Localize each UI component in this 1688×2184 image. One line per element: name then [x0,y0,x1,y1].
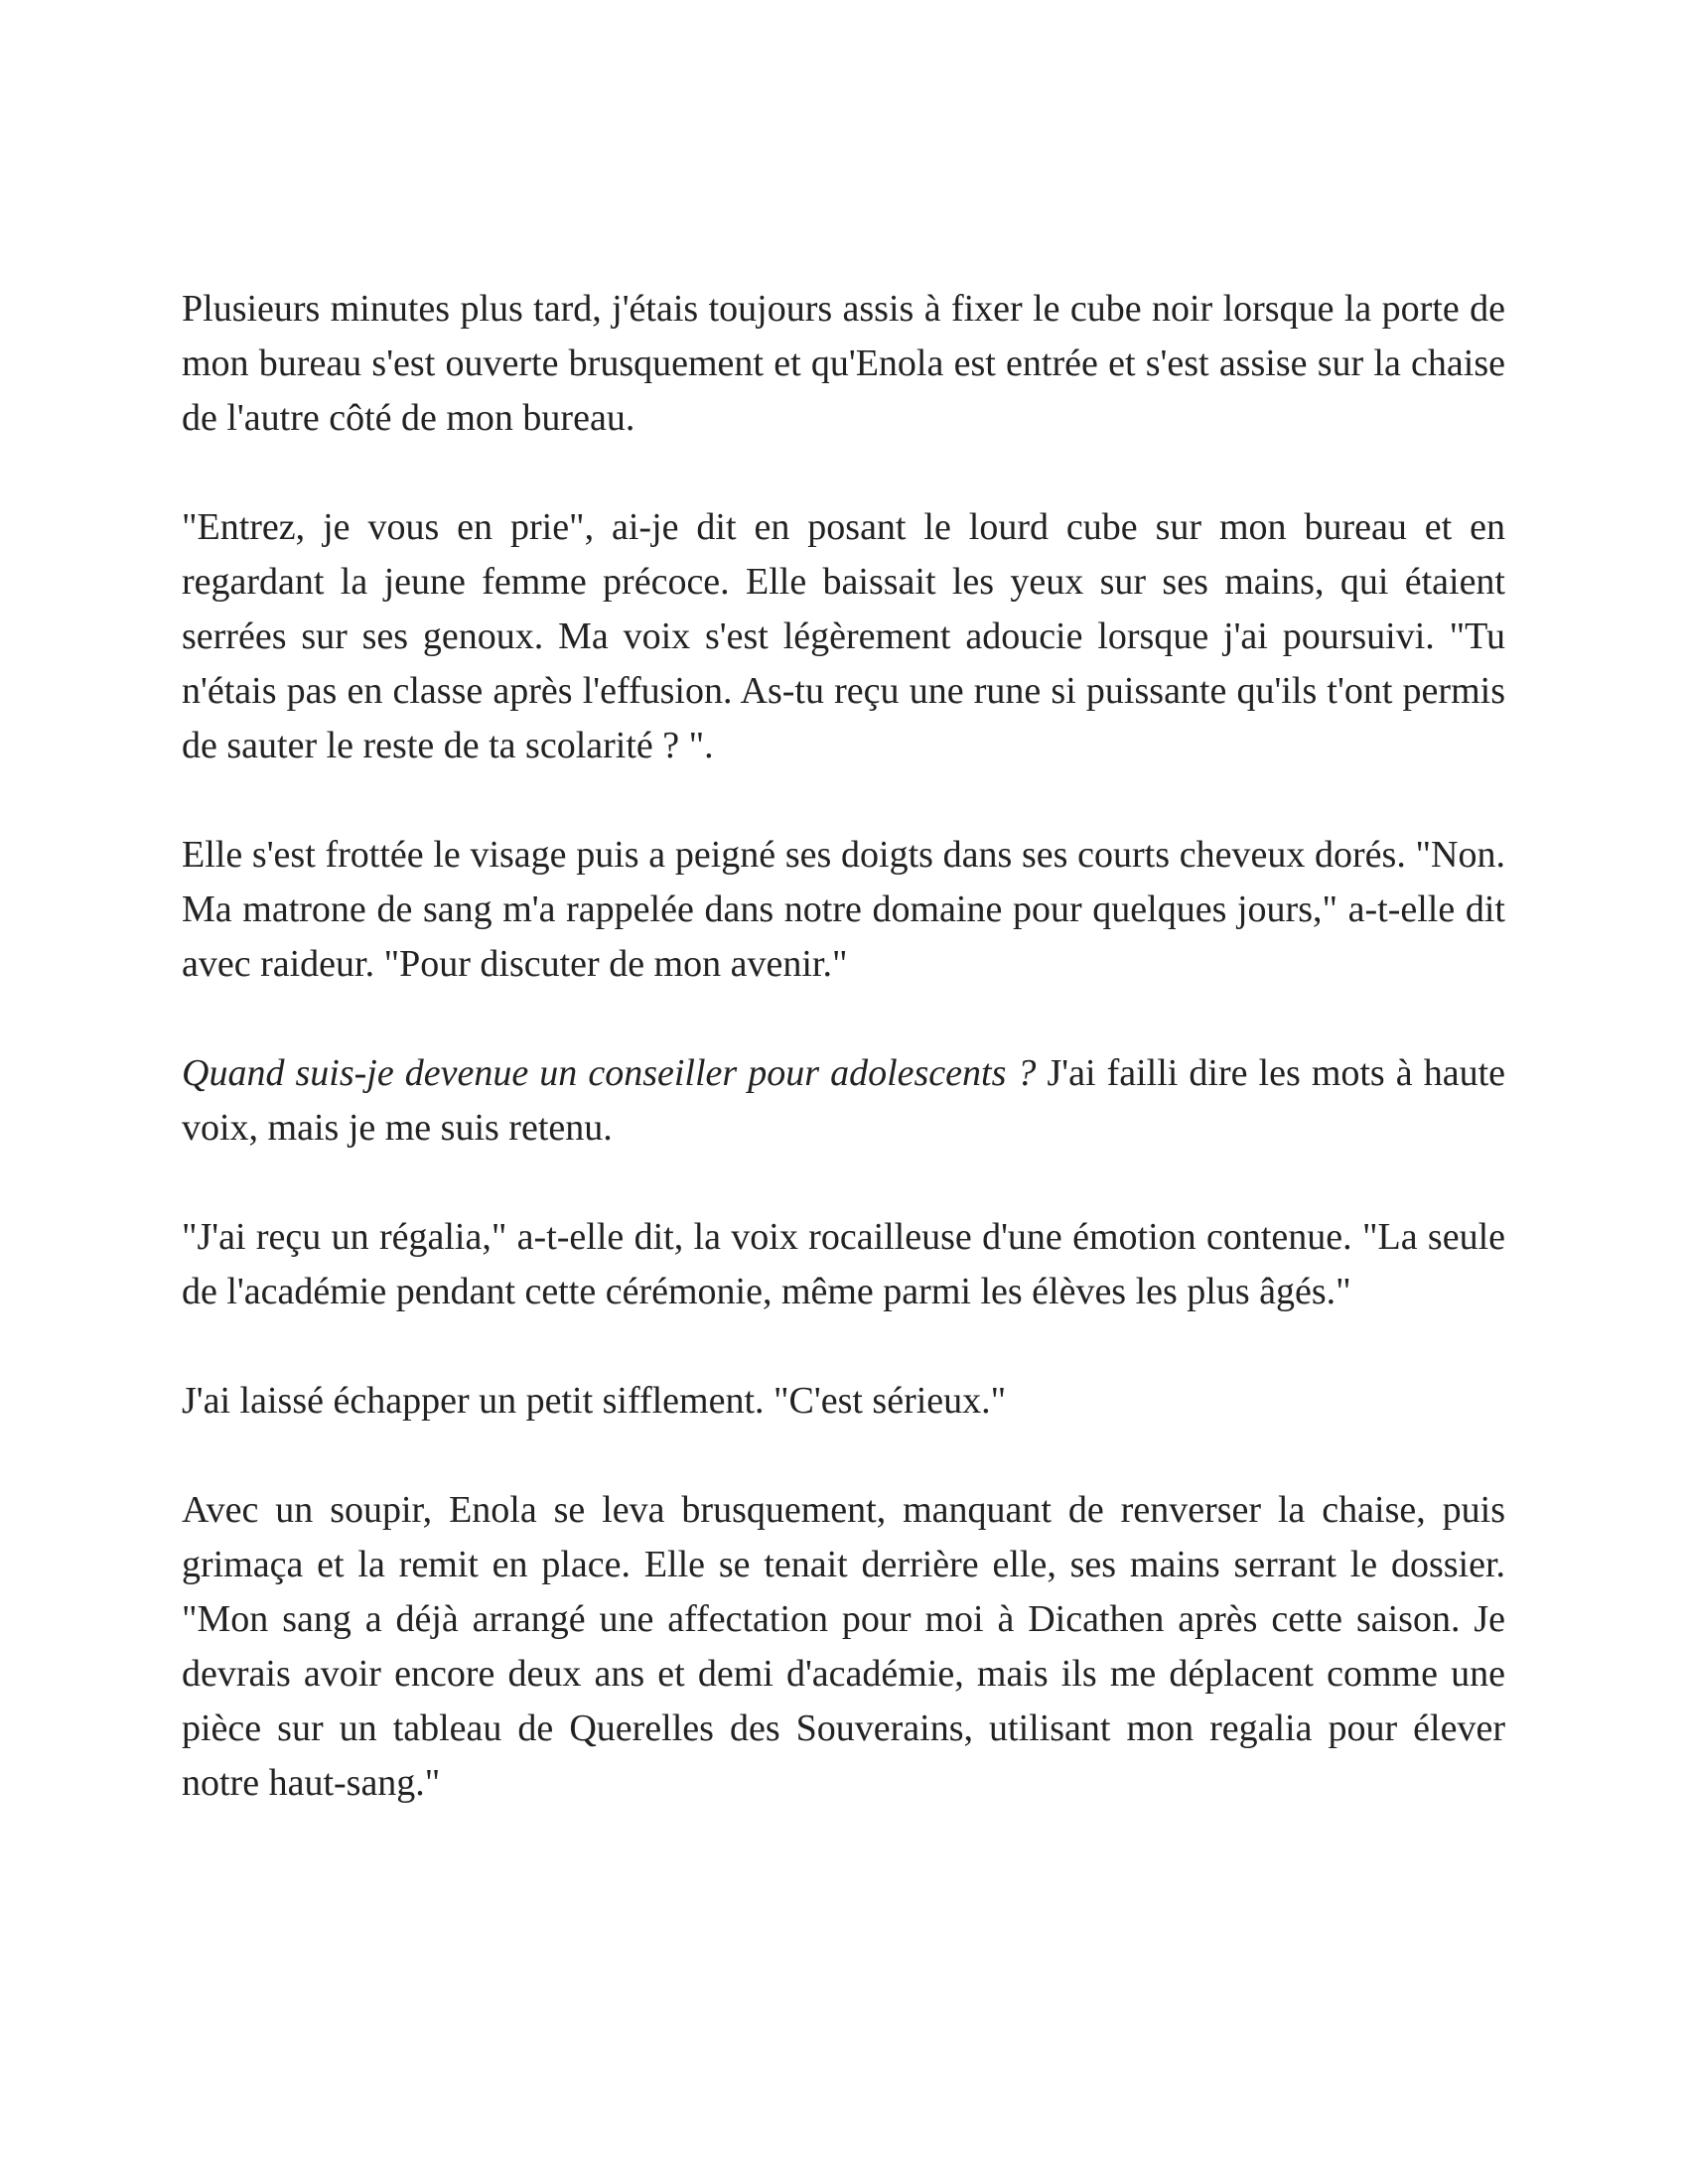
paragraph-1: Plusieurs minutes plus tard, j'étais toujours assis à fixer le cube noir lorsque la porte de mon bureau s'est ouverte brusquement et qu'Enola est entrée et s'est assise sur la chaise de l'autre côté de mon bureau. [182,288,1505,439]
document-body [182,282,1505,1811]
paragraph-3: Elle s'est frottée le visage puis a peigné ses doigts dans ses courts cheveux dorés. "Non. Ma matrone de sang m'a rappelée dans notre domaine pour quelques jours," a-t-elle dit avec raideur. "Pour discuter de mon avenir." [182,834,1505,985]
paragraph-6: J'ai laissé échapper un petit sifflement. "C'est sérieux." [182,1380,1007,1422]
italic-thought: Quand suis-je devenue un conseiller pour adolescents ? [182,1052,1037,1094]
paragraph-4 [182,1046,1505,1156]
paragraph-2: "Entrez, je vous en prie", ai-je dit en posant le lourd cube sur mon bureau et en regardant la jeune femme précoce. Elle baissait les yeux sur ses mains, qui étaient serrées sur ses genoux. Ma voix s'est légèrement adoucie lorsque j'ai poursuivi. "Tu n'étais pas en classe après l'effusion. As-tu reçu une rune si puissante qu'ils t'ont permis de sauter le reste de ta scolarité ? ". [182,506,1505,766]
paragraph-7: Avec un soupir, Enola se leva brusquement, manquant de renverser la chaise, puis grimaça et la remit en place. Elle se tenait derrière elle, ses mains serrant le dossier. "Mon sang a déjà arrangé une affectation pour moi à Dicathen après cette saison. Je devrais avoir encore deux ans et demi d'académie, mais ils me déplacent comme une pièce sur un tableau de Querelles des Souverains, utilisant mon regalia pour élever notre haut-sang." [182,1489,1505,1804]
paragraph-5: "J'ai reçu un régalia," a-t-elle dit, la voix rocailleuse d'une émotion contenue. "La seule de l'académie pendant cette cérémonie, même parmi les élèves les plus âgés." [182,1216,1505,1312]
paragraph-4-rest: J'ai failli dire les mots à haute voix, mais je me suis retenu. [182,1052,1505,1149]
